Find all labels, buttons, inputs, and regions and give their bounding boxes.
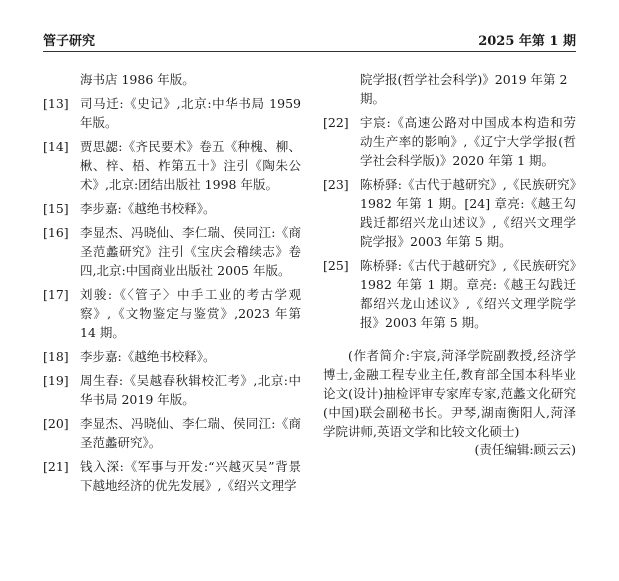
reference-item (43, 414, 301, 452)
journal-name: 管子研究 (43, 34, 96, 49)
reference-text: 李显杰、冯晓仙、李仁瑞、侯同江:《商圣范蠡研究》。 (80, 416, 301, 450)
reference-text: 陈桥驿:《古代于越研究》,《民族研究》1982 年第 1 期。章亮:《越王勾践迁都绍兴龙山述议》,《绍兴文理学院学报》2003 年第 5 期。 (360, 258, 576, 330)
reference-item (323, 175, 576, 251)
reference-item (43, 285, 301, 342)
reference-item (43, 137, 301, 194)
reference-text: 宇宸:《高速公路对中国成本构造和劳动生产率的影响》,《辽宁大学学报(哲学社会科学版)》2020 年第 1 期。 (360, 115, 576, 168)
reference-item (43, 199, 301, 218)
reference-continuation: 海书店 1986 年版。 (80, 72, 195, 87)
page-header (43, 30, 576, 50)
reference-number: [15] (43, 201, 69, 216)
author-bio: (作者简介:宇宸,菏泽学院副教授,经济学博士,金融工程专业主任,教育部全国本科毕业论文(设计)抽检评审专家库专家,范蠡文化研究(中国)联会副秘书长。尹琴,湖南衡阳人,菏泽学院讲师,英语文学和比较文化硕士) (323, 348, 576, 439)
right-column (323, 70, 576, 337)
reference-item (323, 113, 576, 170)
reference-item (43, 371, 301, 409)
reference-number: [20] (43, 416, 69, 431)
reference-item (43, 457, 301, 495)
reference-number: [22] (323, 115, 349, 130)
reference-item (43, 94, 301, 132)
reference-item (323, 256, 576, 332)
reference-text: 刘骏:《〈管子〉中手工业的考古学观察》,《文物鉴定与鉴赏》,2023 年第 14 期。 (80, 287, 301, 340)
reference-number: [25] (323, 258, 349, 273)
reference-text: 周生春:《吴越春秋辑校汇考》,北京:中华书局 2019 年版。 (80, 373, 301, 407)
reference-text: 李步嘉:《越绝书校释》。 (80, 201, 216, 216)
reference-number: [21] (43, 459, 69, 474)
reference-number: [14] (43, 139, 69, 154)
header-rule (43, 51, 576, 52)
reference-number: [18] (43, 349, 69, 364)
reference-text: 李显杰、冯晓仙、李仁瑞、侯同江:《商圣范蠡研究》注引《宝庆会稽续志》卷四,北京:中国商业出版社 2005 年版。 (80, 225, 301, 278)
reference-continuation: 院学报(哲学社会科学)》2019 年第 2 期。 (360, 72, 568, 106)
reference-text: 贾思勰:《齐民要术》卷五《种槐、柳、楸、梓、梧、柞第五十》注引《陶朱公术》,北京:团结出版社 1998 年版。 (80, 139, 301, 192)
reference-number: [19] (43, 373, 69, 388)
reference-text: 李步嘉:《越绝书校释》。 (80, 349, 216, 364)
responsible-editor: (责任编辑:顾云云) (474, 442, 576, 457)
issue-label: 2025 年第 1 期 (478, 34, 576, 49)
reference-text: 钱入深:《军事与开发:“兴越灭吴”背景下越地经济的优先发展》,《绍兴文理学 (80, 459, 301, 493)
reference-item (43, 223, 301, 280)
reference-text: 司马迁:《史记》,北京:中华书局 1959 年版。 (80, 96, 301, 130)
reference-number: [23] (323, 177, 349, 192)
reference-text: 陈桥驿:《古代于越研究》,《民族研究》1982 年第 1 期。[24] 章亮:《越王勾践迁都绍兴龙山述议》,《绍兴文理学院学报》2003 年第 5 期。 (360, 177, 576, 249)
reference-number: [13] (43, 96, 69, 111)
reference-number: [16] (43, 225, 69, 240)
reference-item (43, 347, 301, 366)
left-column (43, 70, 301, 500)
reference-number: [17] (43, 287, 69, 302)
